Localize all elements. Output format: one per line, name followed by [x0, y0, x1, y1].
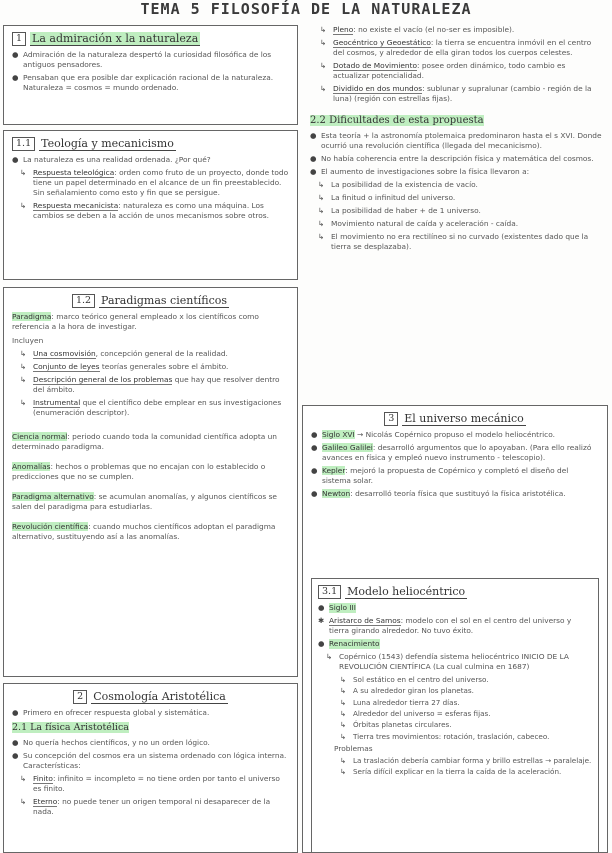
list-item: ↳ Finito: infinito = incompleto = no tiene orden por tanto el universo es finito.: [20, 773, 280, 793]
include-label: Incluyen: [12, 335, 44, 345]
definition: Revolución científica: cuando muchos científicos adoptan el paradigma alternativo, sustituyendo así a las anomalías.: [12, 521, 276, 541]
arrow-icon: ↳: [340, 674, 347, 684]
arrow-icon: ↳: [326, 651, 333, 661]
list-item: ↳ Dividido en dos mundos: sublunar y supralunar (cambio - región de la luna) (región con estrellas fijas).: [320, 83, 592, 103]
list-item: ↳ Eterno: no puede tener un origen temporal ni desaparecer de la nada.: [20, 796, 271, 816]
definition: Paradigma alternativo: se acumulan anomalías, y algunos científicos se salen del paradigma para estudiarlas.: [12, 491, 277, 511]
problems-label: Problemas: [334, 744, 373, 754]
section-teologia: [3, 130, 298, 280]
list-item: ↳ La posibilidad de haber + de 1 universo.: [318, 206, 481, 216]
section-header: [12, 137, 289, 151]
page-title: TEMA 5 FILOSOFÍA DE LA NATURALEZA: [140, 0, 472, 18]
bullet-icon: ●: [12, 708, 19, 717]
definition: Anomalías: hechos o problemas que no encajan con lo establecido o predicciones que no se cumplen.: [12, 461, 266, 481]
list-item: ↳ Movimiento natural de caída y aceleración - caída.: [318, 219, 519, 229]
list-item: ✱ Aristarco de Samos: modelo con el sol en el centro del universo y tierra girando alrededor. No tuvo éxito.: [318, 615, 572, 635]
section-modelo-heliocentrico: [311, 578, 599, 853]
list-item: ● Esta teoría + la astronomía ptolemaica predominaron hasta el s XVI. Donde ocurrió una revolución científica (llegada del mecanicismo).: [310, 131, 602, 151]
list-item: ↳ La posibilidad de la existencia de vacío.: [318, 180, 478, 190]
arrow-icon: ↳: [320, 25, 327, 34]
list-item: ● El aumento de investigaciones sobre la física llevaron a:: [310, 167, 530, 177]
arrow-icon: ↳: [20, 796, 27, 806]
list-item: ● No había coherencia entre la descripción física y matemática del cosmos.: [310, 154, 594, 164]
arrow-icon: ↳: [320, 83, 327, 93]
list-item: ↳ Conjunto de leyes teorías generales sobre el ámbito.: [20, 361, 229, 371]
section-header: [311, 412, 599, 426]
section-number: 2: [73, 690, 87, 704]
list-item: ● Galileo Galilei: desarrolló argumentos que lo apoyaban. (Para ello realizó avances en física y empleó nuevo instrumento - telescopio).: [311, 442, 592, 462]
list-item: ↳ Luna alrededor tierra 27 días.: [340, 697, 460, 707]
bullet-icon: ●: [310, 154, 317, 164]
arrow-icon: ↳: [318, 180, 325, 190]
section-heading: Teología y mecanicismo: [41, 137, 174, 150]
bullet-icon: ●: [311, 465, 318, 475]
arrow-icon: ↳: [20, 361, 27, 371]
section-number: 1: [12, 32, 26, 46]
list-item: ● Renacimiento: [318, 638, 380, 648]
section-number: 3.1: [318, 585, 341, 599]
definition: Ciencia normal: periodo cuando toda la comunidad científica adopta un determinado paradigma.: [12, 431, 277, 451]
section-heading: La admiración x la naturaleza: [32, 32, 199, 45]
arrow-icon: ↳: [320, 60, 327, 70]
list-item: ↳ El movimiento no era rectilíneo si no curvado (existentes dado que la tierra se desplazaba).: [318, 232, 589, 252]
bullet-icon: ●: [318, 603, 325, 612]
list-item: ● La naturaleza es una realidad ordenada. ¿Por qué?: [12, 155, 211, 164]
bullet-icon: ●: [311, 488, 318, 498]
section-heading: Modelo heliocéntrico: [347, 585, 466, 598]
list-item: ● Siglo XVI → Nicolás Copérnico propuso el modelo heliocéntrico.: [311, 430, 555, 439]
list-item: ↳ Respuesta teleológica: orden como fruto de un proyecto, donde todo tiene un papel determinado en el alcance de un fin preestablecido. Sin señalamiento como esto y fin que se persigue.: [20, 167, 289, 197]
list-item: ↳ Pleno: no existe el vacío (el no-ser es imposible).: [320, 25, 515, 34]
arrow-icon: ↳: [318, 232, 325, 242]
subsection-heading: 2.1 La física Aristotélica: [12, 721, 129, 733]
list-item: ↳ Instrumental que el científico debe emplear en sus investigaciones (enumeración descriptor).: [20, 397, 282, 417]
bullet-icon: ●: [310, 167, 317, 177]
list-item: ↳ Dotado de Movimiento: posee orden dinámico, todo cambio es actualizar potencialidad.: [320, 60, 566, 80]
list-item: ● Siglo III: [318, 603, 356, 612]
arrow-icon: ↳: [318, 206, 325, 216]
section-header: [12, 690, 289, 704]
bullet-icon: ●: [318, 638, 325, 648]
list-item: ↳ Copérnico (1543) defendía sistema heliocéntrico INICIO DE LA REVOLUCIÓN CIENTÍFICA (La cual culmina en 1687): [326, 651, 569, 671]
list-item: ↳ Una cosmovisión, concepción general de la realidad.: [20, 348, 228, 358]
bullet-icon: ●: [12, 737, 19, 747]
arrow-icon: ↳: [20, 397, 27, 407]
list-item: ↳ Geocéntrico y Geoestático: la tierra se encuentra inmóvil en el centro del cosmos, y alrededor de ella giran todos los cuerpos celestes.: [320, 37, 592, 57]
list-item: ↳ Tierra tres movimientos: rotación, traslación, cabeceo.: [340, 731, 550, 741]
section-paradigmas: [3, 287, 298, 677]
list-item: ↳ A su alrededor giran los planetas.: [340, 686, 474, 696]
list-item: ↳ Respuesta mecanicista: naturaleza es como una máquina. Los cambios se deben a la acción de unos mecanismos sobre otros.: [20, 200, 269, 220]
list-item: ● Su concepción del cosmos era un sistema ordenado con lógica interna. Características:: [12, 750, 287, 770]
list-item: ↳ Alrededor del universo = esferas fijas.: [340, 708, 491, 718]
list-item: ● Newton: desarrolló teoría física que sustituyó la física aristotélica.: [311, 488, 566, 498]
bullet-icon: ●: [12, 155, 19, 164]
bullet-icon: ●: [12, 72, 19, 82]
bullet-icon: ●: [311, 430, 318, 439]
list-item: ↳ Órbitas planetas circulares.: [340, 720, 452, 730]
list-item: ↳ Sería difícil explicar en la tierra la caída de la aceleración.: [340, 767, 562, 777]
section-header: [12, 294, 289, 308]
section-number: 3: [384, 412, 398, 426]
list-item: ↳ Descripción general de los problemas que hay que resolver dentro del ámbito.: [20, 374, 280, 394]
list-item: ↳ La traslación debería cambiar forma y brillo estrellas → paralelaje.: [340, 756, 592, 766]
arrow-icon: ↳: [20, 200, 27, 210]
arrow-icon: ↳: [340, 767, 347, 777]
list-item: ● Pensaban que era posible dar explicación racional de la naturaleza. Naturaleza = cosmos = mundo ordenado.: [12, 72, 274, 92]
arrow-icon: ↳: [340, 697, 347, 707]
section-universo-mecanico: [302, 405, 608, 853]
arrow-icon: ↳: [340, 708, 347, 718]
arrow-icon: ↳: [320, 37, 327, 47]
star-icon: ✱: [318, 615, 325, 625]
arrow-icon: ↳: [340, 720, 347, 730]
arrow-icon: ↳: [340, 731, 347, 741]
arrow-icon: ↳: [318, 193, 325, 203]
section-cosmologia: [3, 683, 298, 853]
arrow-icon: ↳: [20, 348, 27, 358]
arrow-icon: ↳: [318, 219, 325, 229]
section-number: 1.2: [72, 294, 95, 308]
arrow-icon: ↳: [20, 374, 27, 384]
list-item: ↳ Sol estático en el centro del universo.: [340, 674, 489, 684]
section-admiracion: [3, 25, 298, 125]
arrow-icon: ↳: [340, 756, 347, 766]
section-cosmologia-continued: [306, 22, 606, 387]
definition: Paradigma: marco teórico general empleado x los científicos como referencia a la hora de investigar.: [12, 312, 259, 331]
arrow-icon: ↳: [340, 686, 347, 696]
bullet-icon: ●: [311, 442, 318, 452]
section-header: [318, 585, 592, 599]
list-item: ● Primero en ofrecer respuesta global y sistemática.: [12, 708, 210, 717]
list-item: ● Kepler: mejoró la propuesta de Copérnico y completó el diseño del sistema solar.: [311, 465, 569, 485]
section-header: [12, 32, 289, 46]
arrow-icon: ↳: [20, 167, 27, 177]
list-item: ● Admiración de la naturaleza despertó la curiosidad filosófica de los antiguos pensadores.: [12, 50, 272, 69]
section-heading: El universo mecánico: [404, 412, 524, 425]
arrow-icon: ↳: [20, 773, 27, 783]
section-heading: Cosmología Aristotélica: [93, 690, 226, 703]
list-item: ● No quería hechos científicos, y no un orden lógico.: [12, 737, 210, 747]
bullet-icon: ●: [12, 50, 19, 59]
subsection-heading: 2.2 Dificultades de esta propuesta: [310, 114, 484, 126]
section-number: 1.1: [12, 137, 35, 151]
bullet-icon: ●: [12, 750, 19, 760]
bullet-icon: ●: [310, 131, 317, 141]
section-heading: Paradigmas científicos: [101, 294, 228, 307]
list-item: ↳ La finitud o infinitud del universo.: [318, 193, 456, 203]
